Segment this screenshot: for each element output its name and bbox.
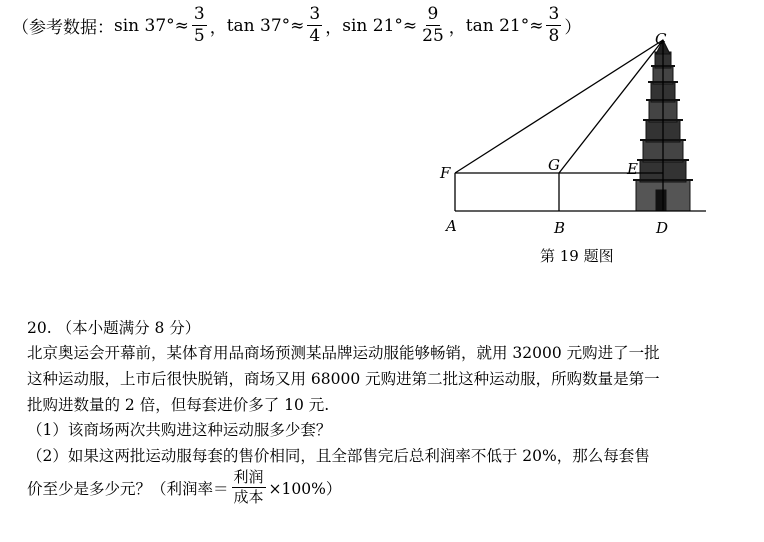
question-1: （1）该商场两次共购进这种运动服多少套？ [27,421,332,439]
question-2: （2）如果这两批运动服每套的售价相同，且全部售完后总利润率不低于 20%，那么每套售 [27,447,650,465]
point-label-B: B [554,219,566,237]
point-label-C: C [655,30,667,48]
point-label-D: D [656,219,669,237]
point-label-G: G [548,156,560,174]
ref-item-sin21: sin 21°≈ $\frac{9}{25}$ ， [342,4,466,46]
problem-title: 20. （本小题满分 8 分） [27,319,201,337]
fraction: $\frac{9}{25}$ [422,4,444,46]
reference-open: （参考数据： [12,18,114,38]
point-label-A: A [446,217,457,235]
point-label-E: E [627,160,638,178]
ref-item-tan21: tan 21°≈ $\frac{3}{8}$ ） [465,4,582,46]
problem-line-3: 批购进数量的 2 倍，但每套进价多了 10 元. [27,396,330,414]
problem-line-1: 北京奥运会开幕前，某体育用品商场预测某品牌运动服能够畅销，就用 32000 元购进了一批 [27,344,660,362]
question-2-continued: 价至少是多少元？（利润率＝ $\frac{\text{利润}}{\text{成本}}$ ×100%） [27,468,342,506]
fraction: $\frac{3}{5}$ [193,4,205,46]
ref-item-tan37: tan 37°≈ $\frac{3}{4}$ ， [226,4,343,46]
fraction: $\frac{3}{8}$ [548,4,560,46]
problem-line-2: 这种运动服，上市后很快脱销，商场又用 68000 元购进第二批这种运动服，所购数量是第一 [27,370,660,388]
line-FC [455,40,663,173]
ref-item-sin37: sin 37°≈ $\frac{3}{5}$ ， [114,4,227,46]
profit-rate-fraction: $\frac{\text{利润}}{\text{成本}}$ [233,468,264,506]
fraction: $\frac{3}{4}$ [309,4,321,46]
point-label-F: F [440,164,451,182]
figure-caption: 第 19 题图 [540,247,614,265]
